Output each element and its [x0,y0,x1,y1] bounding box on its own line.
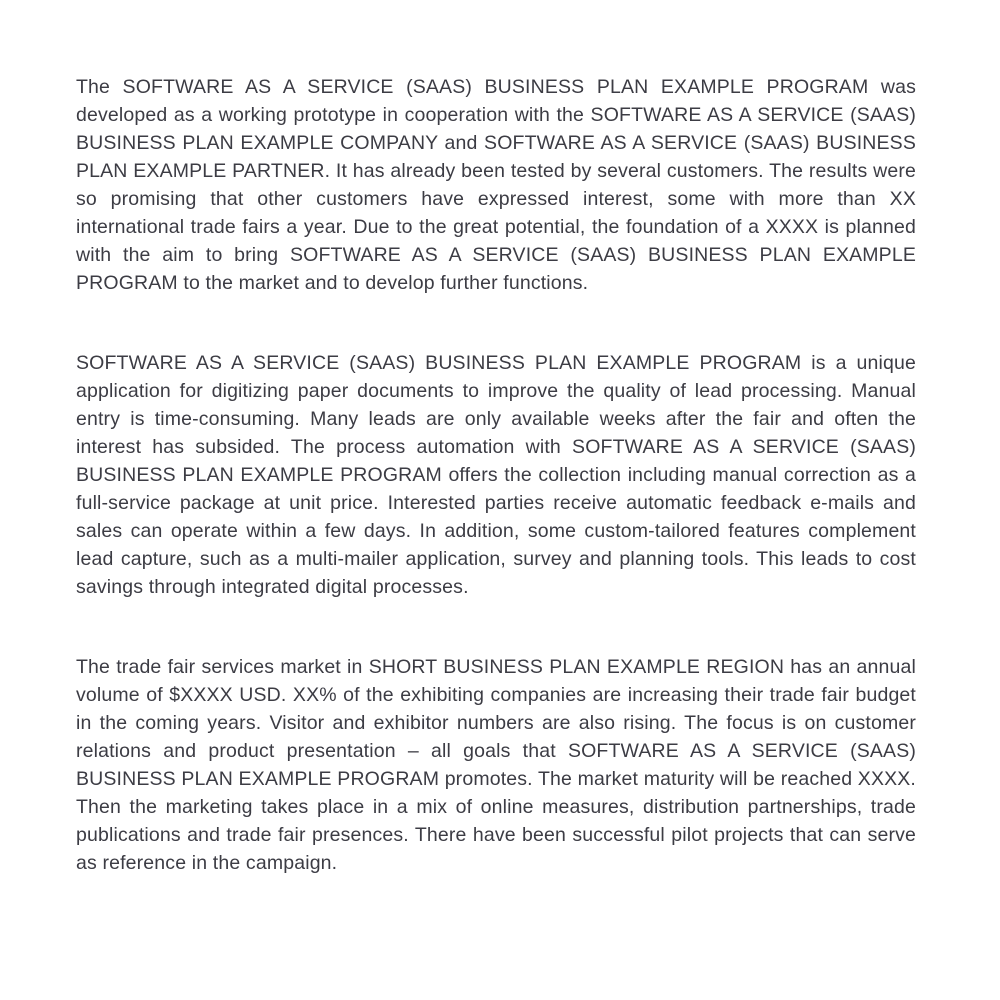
document-text-block [76,73,916,877]
paragraph-prototype-development: The SOFTWARE AS A SERVICE (SAAS) BUSINESS PLAN EXAMPLE PROGRAM was developed as a working prototype in cooperation with the SOFTWARE AS A SERVICE (SAAS) BUSINESS PLAN EXAMPLE COMPANY and SOFTWARE AS A SERVICE (SAAS) BUSINESS PLAN EXAMPLE PARTNER. It has already been tested by several customers. The results were so promising that other customers have expressed interest, some with more than XX international trade fairs a year. Due to the great potential, the foundation of a XXXX is planned with the aim to bring SOFTWARE AS A SERVICE (SAAS) BUSINESS PLAN EXAMPLE PROGRAM to the market and to develop further functions. [76,76,916,294]
paragraph-product-description: SOFTWARE AS A SERVICE (SAAS) BUSINESS PLAN EXAMPLE PROGRAM is a unique application for digitizing paper documents to improve the quality of lead processing. Manual entry is time-consuming. Many leads are only available weeks after the fair and often the interest has subsided. The process automation with SOFTWARE AS A SERVICE (SAAS) BUSINESS PLAN EXAMPLE PROGRAM offers the collection including manual correction as a full-service package at unit price. Interested parties receive automatic feedback e-mails and sales can operate within a few days. In addition, some custom-tailored features complement lead capture, such as a multi-mailer application, survey and planning tools. This leads to cost savings through integrated digital processes. [76,352,916,598]
paragraph-market-overview: The trade fair services market in SHORT BUSINESS PLAN EXAMPLE REGION has an annual volume of $XXXX USD. XX% of the exhibiting companies are increasing their trade fair budget in the coming years. Visitor and exhibitor numbers are also rising. The focus is on customer relations and product presentation – all goals that SOFTWARE AS A SERVICE (SAAS) BUSINESS PLAN EXAMPLE PROGRAM promotes. The market maturity will be reached XXXX. Then the marketing takes place in a mix of online measures, distribution partnerships, trade publications and trade fair presences. There have been successful pilot projects that can serve as reference in the campaign. [76,656,916,874]
